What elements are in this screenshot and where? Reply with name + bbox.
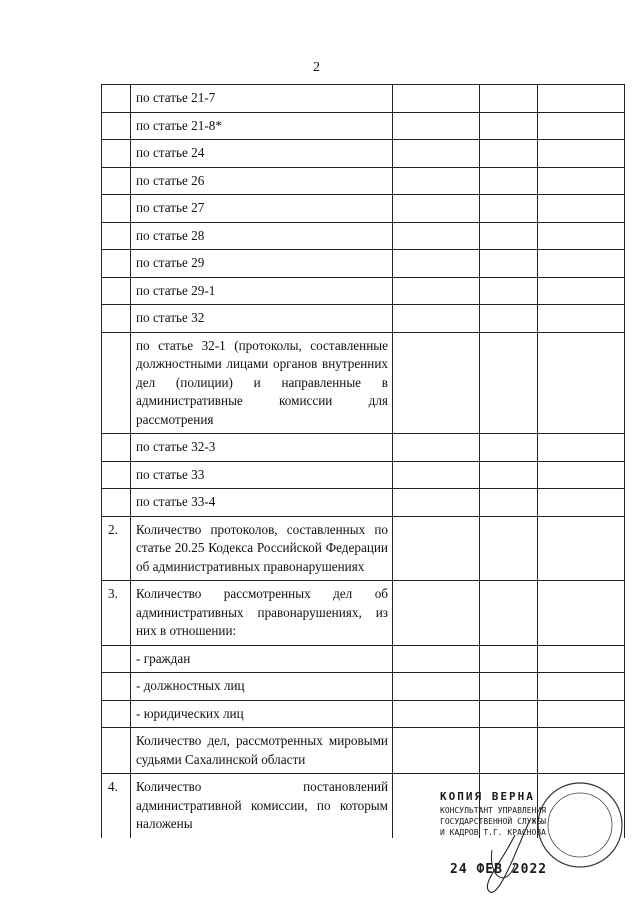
table-row: [102, 673, 625, 701]
row-label: Количество дел, рассмотренных мировыми судьями Сахалинской области: [131, 728, 393, 774]
value-cell: [538, 85, 625, 113]
row-label: по статье 29-1: [131, 277, 393, 305]
row-number: [102, 167, 131, 195]
value-cell: [480, 728, 538, 774]
table-row: [102, 250, 625, 278]
row-number: [102, 250, 131, 278]
value-cell: [393, 112, 480, 140]
value-cell: [538, 140, 625, 168]
statistics-table: [101, 84, 625, 838]
row-label: по статье 26: [131, 167, 393, 195]
value-cell: [393, 305, 480, 333]
value-cell: [480, 461, 538, 489]
row-number: [102, 489, 131, 517]
value-cell: [393, 277, 480, 305]
table-row: [102, 645, 625, 673]
value-cell: [393, 332, 480, 434]
row-number: [102, 112, 131, 140]
table-row: [102, 195, 625, 223]
value-cell: [393, 581, 480, 646]
value-cell: [393, 461, 480, 489]
row-number: [102, 222, 131, 250]
row-number: [102, 645, 131, 673]
row-label: по статье 28: [131, 222, 393, 250]
row-label: по статье 33-4: [131, 489, 393, 517]
row-label: - юридических лиц: [131, 700, 393, 728]
row-number: 3.: [102, 581, 131, 646]
value-cell: [480, 700, 538, 728]
row-label: Количество рассмотренных дел об административных правонарушениях, из них в отношении:: [131, 581, 393, 646]
row-label: по статье 32-1 (протоколы, составленные должностными лицами органов внутренних дел (полиции) и направленные в административные комиссии для рассмотрения: [131, 332, 393, 434]
row-number: [102, 461, 131, 489]
value-cell: [480, 250, 538, 278]
table-row: [102, 489, 625, 517]
row-label: Количество постановлений административной комиссии, по которым наложены: [131, 774, 393, 838]
row-label: по статье 29: [131, 250, 393, 278]
value-cell: [393, 645, 480, 673]
value-cell: [538, 516, 625, 581]
value-cell: [393, 516, 480, 581]
row-label: - граждан: [131, 645, 393, 673]
value-cell: [480, 140, 538, 168]
table-row: [102, 728, 625, 774]
value-cell: [393, 673, 480, 701]
value-cell: [393, 434, 480, 462]
value-cell: [538, 728, 625, 774]
row-label: Количество протоколов, составленных по статье 20.25 Кодекса Российской Федерации об административных правонарушениях: [131, 516, 393, 581]
value-cell: [480, 85, 538, 113]
value-cell: [538, 645, 625, 673]
value-cell: [480, 581, 538, 646]
row-label: по статье 33: [131, 461, 393, 489]
table-row: [102, 167, 625, 195]
stamp-line-position: КОНСУЛЬТАНТ УПРАВЛЕНИЯ: [440, 806, 546, 815]
value-cell: [480, 489, 538, 517]
table-row: [102, 516, 625, 581]
row-number: [102, 332, 131, 434]
value-cell: [538, 461, 625, 489]
value-cell: [538, 222, 625, 250]
value-cell: [538, 434, 625, 462]
row-number: 2.: [102, 516, 131, 581]
row-number: [102, 85, 131, 113]
table-row: [102, 112, 625, 140]
value-cell: [393, 489, 480, 517]
stamp-line-name: И КАДРОВ Т.Г. КРАСНОВА: [440, 828, 546, 837]
table-row: [102, 222, 625, 250]
table-row: [102, 434, 625, 462]
value-cell: [480, 305, 538, 333]
row-number: [102, 305, 131, 333]
value-cell: [538, 195, 625, 223]
value-cell: [393, 700, 480, 728]
value-cell: [480, 222, 538, 250]
row-number: [102, 140, 131, 168]
table-row: [102, 332, 625, 434]
table-row: [102, 581, 625, 646]
row-number: [102, 700, 131, 728]
value-cell: [538, 250, 625, 278]
value-cell: [393, 140, 480, 168]
value-cell: [480, 332, 538, 434]
value-cell: [480, 277, 538, 305]
row-number: 4.: [102, 774, 131, 838]
table-row: [102, 140, 625, 168]
value-cell: [538, 167, 625, 195]
stamp-line-department: ГОСУДАРСТВЕННОЙ СЛУЖБЫ: [440, 817, 546, 826]
row-label: - должностных лиц: [131, 673, 393, 701]
value-cell: [480, 673, 538, 701]
value-cell: [393, 728, 480, 774]
value-cell: [538, 305, 625, 333]
value-cell: [480, 112, 538, 140]
certification-stamp: [420, 780, 633, 905]
stamp-line-copy: КОПИЯ ВЕРНА: [440, 790, 535, 803]
value-cell: [480, 167, 538, 195]
row-label: по статье 32: [131, 305, 393, 333]
row-number: [102, 434, 131, 462]
value-cell: [480, 195, 538, 223]
stamp-date: 24 ФЕВ 2022: [450, 862, 548, 877]
row-number: [102, 728, 131, 774]
value-cell: [393, 195, 480, 223]
row-number: [102, 673, 131, 701]
table-row: [102, 305, 625, 333]
value-cell: [538, 581, 625, 646]
value-cell: [538, 332, 625, 434]
row-number: [102, 277, 131, 305]
table-row: [102, 85, 625, 113]
value-cell: [393, 222, 480, 250]
value-cell: [538, 489, 625, 517]
table-row: [102, 700, 625, 728]
row-label: по статье 21-8*: [131, 112, 393, 140]
value-cell: [538, 277, 625, 305]
page-number: 2: [313, 60, 320, 75]
row-number: [102, 195, 131, 223]
row-label: по статье 27: [131, 195, 393, 223]
table-row: [102, 277, 625, 305]
row-label: по статье 32-3: [131, 434, 393, 462]
value-cell: [393, 167, 480, 195]
value-cell: [538, 673, 625, 701]
value-cell: [480, 516, 538, 581]
row-label: по статье 21-7: [131, 85, 393, 113]
value-cell: [393, 85, 480, 113]
value-cell: [538, 700, 625, 728]
value-cell: [480, 645, 538, 673]
value-cell: [393, 250, 480, 278]
value-cell: [538, 112, 625, 140]
row-label: по статье 24: [131, 140, 393, 168]
value-cell: [480, 434, 538, 462]
table-row: [102, 461, 625, 489]
